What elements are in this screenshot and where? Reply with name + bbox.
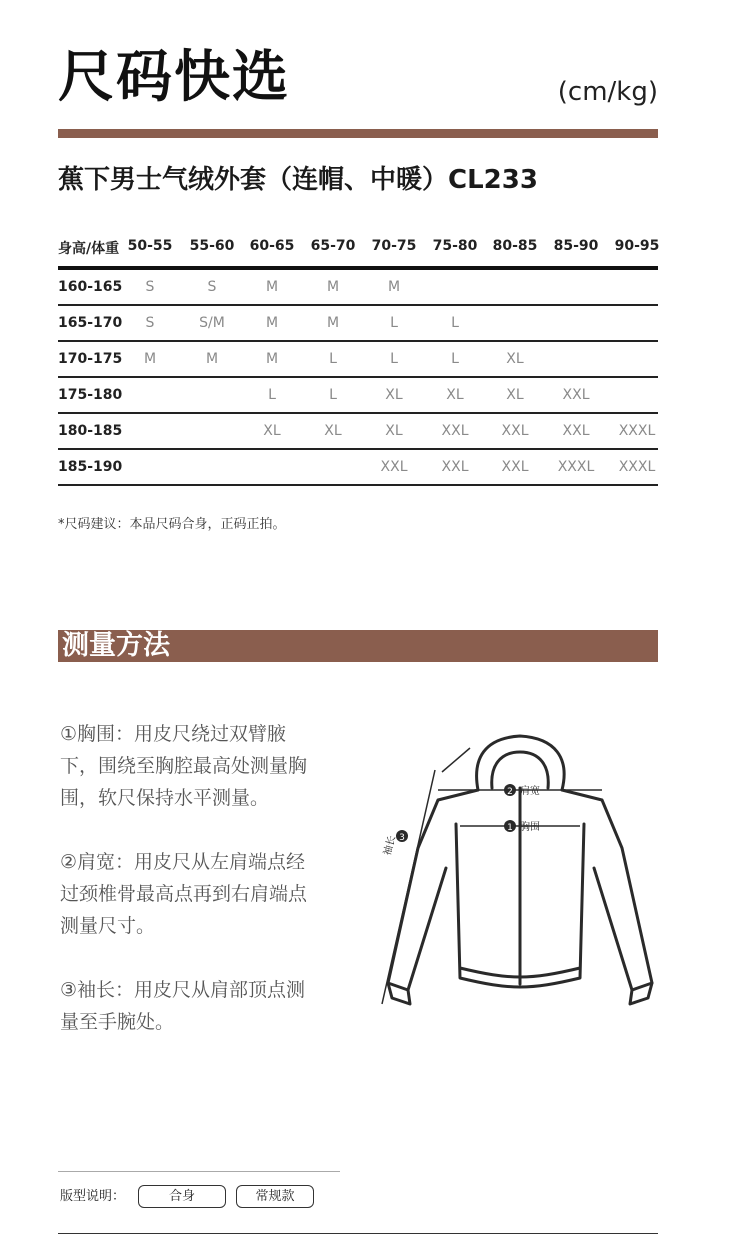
size-cell: XXL (441, 423, 469, 439)
size-cell: L (329, 387, 337, 403)
size-cell: L (390, 315, 398, 331)
unit-label: (cm/kg) (557, 77, 658, 107)
size-cell: M (387, 279, 401, 295)
size-cell: XL (446, 387, 464, 403)
size-cell: XL (385, 387, 403, 403)
page-title: 尺码快选 (58, 45, 290, 110)
product-name: 蕉下男士气绒外套（连帽、中暖）CL233 (58, 165, 538, 195)
weight-header-cell: 50-55 (127, 238, 173, 254)
header-divider (58, 129, 658, 138)
size-cell: XL (263, 423, 281, 439)
size-cell: XXL (380, 459, 408, 475)
size-cell: L (268, 387, 276, 403)
weight-header-cell: 90-95 (614, 238, 660, 254)
size-cell: XXL (562, 387, 590, 403)
fit-option-fitted: 合身 (138, 1185, 226, 1208)
size-cell: XL (385, 423, 403, 439)
height-range-cell: 185-190 (58, 459, 123, 475)
size-cell: M (265, 351, 279, 367)
height-range-cell: 170-175 (58, 351, 123, 367)
footer-divider (58, 1233, 658, 1234)
size-cell: M (265, 279, 279, 295)
table-row (58, 414, 658, 450)
shoulder-marker-number: 2 (507, 787, 513, 797)
height-range-cell: 160-165 (58, 279, 123, 295)
weight-header-cell: 60-65 (249, 238, 295, 254)
table-row (58, 450, 658, 486)
height-range-cell: 180-185 (58, 423, 123, 439)
fit-label: 版型说明： (60, 1189, 126, 1204)
size-cell: M (326, 315, 340, 331)
size-table-body (58, 270, 658, 486)
sleeve-measure-line (382, 770, 435, 1004)
sleeve-marker-number: 3 (399, 833, 405, 843)
size-cell: XL (324, 423, 342, 439)
table-row (58, 378, 658, 414)
chest-instruction: ①胸围：用皮尺绕过双臂腋下，围绕至胸腔最高处测量胸围，软尺保持水平测量。 (60, 723, 308, 809)
size-cell: M (326, 279, 340, 295)
weight-header-cell: 85-90 (553, 238, 599, 254)
size-cell: XL (506, 351, 524, 367)
size-table-header (58, 238, 658, 266)
size-cell: L (390, 351, 398, 367)
size-cell: S/M (199, 315, 225, 331)
left-sleeve-outline (388, 790, 478, 990)
size-cell: L (451, 315, 459, 331)
height-range-cell: 175-180 (58, 387, 123, 403)
size-cell: M (265, 315, 279, 331)
size-cell: XXXL (618, 423, 656, 439)
shoulder-diagram-label: 肩宽 (520, 786, 540, 797)
chest-marker-number: 1 (507, 823, 513, 833)
size-cell: XXXL (618, 459, 656, 475)
size-cell: M (143, 351, 157, 367)
sleeve-diagram-label: 袖长 (382, 834, 399, 857)
sleeve-instruction: ③袖长：用皮尺从肩部顶点测量至手腕处。 (60, 979, 306, 1033)
size-cell: L (329, 351, 337, 367)
table-row (58, 306, 658, 342)
chest-diagram-label: 胸围 (520, 822, 540, 833)
table-row (58, 342, 658, 378)
hood-inner (492, 752, 549, 788)
weight-header-cell: 70-75 (371, 238, 417, 254)
fit-option-regular: 常规款 (236, 1185, 314, 1208)
weight-header-cell: 75-80 (432, 238, 478, 254)
size-cell: M (205, 351, 219, 367)
size-cell: S (145, 315, 155, 331)
size-note: *尺码建议：本品尺码合身，正码正拍。 (58, 517, 286, 532)
weight-header-cell: 80-85 (492, 238, 538, 254)
jacket-measurement-diagram (360, 728, 670, 1048)
size-cell: L (451, 351, 459, 367)
right-sleeve-outline (562, 790, 652, 990)
hood-outline (477, 736, 565, 790)
height-range-cell: 165-170 (58, 315, 123, 331)
size-cell: XL (506, 387, 524, 403)
measure-section-title: 测量方法 (62, 630, 170, 661)
size-cell: S (145, 279, 155, 295)
weight-header-cell: 55-60 (189, 238, 235, 254)
size-cell: XXL (501, 459, 529, 475)
table-row (58, 270, 658, 306)
fit-divider (58, 1171, 340, 1172)
size-table (58, 238, 658, 486)
size-cell: S (207, 279, 217, 295)
weight-header-cell: 65-70 (310, 238, 356, 254)
size-cell: XXL (562, 423, 590, 439)
table-corner-label: 身高/体重 (58, 241, 120, 257)
size-cell: XXL (441, 459, 469, 475)
size-cell: XXXL (557, 459, 595, 475)
shoulder-instruction: ②肩宽：用皮尺从左肩端点经过颈椎骨最高点再到右肩端点测量尺寸。 (60, 851, 308, 937)
size-cell: XXL (501, 423, 529, 439)
